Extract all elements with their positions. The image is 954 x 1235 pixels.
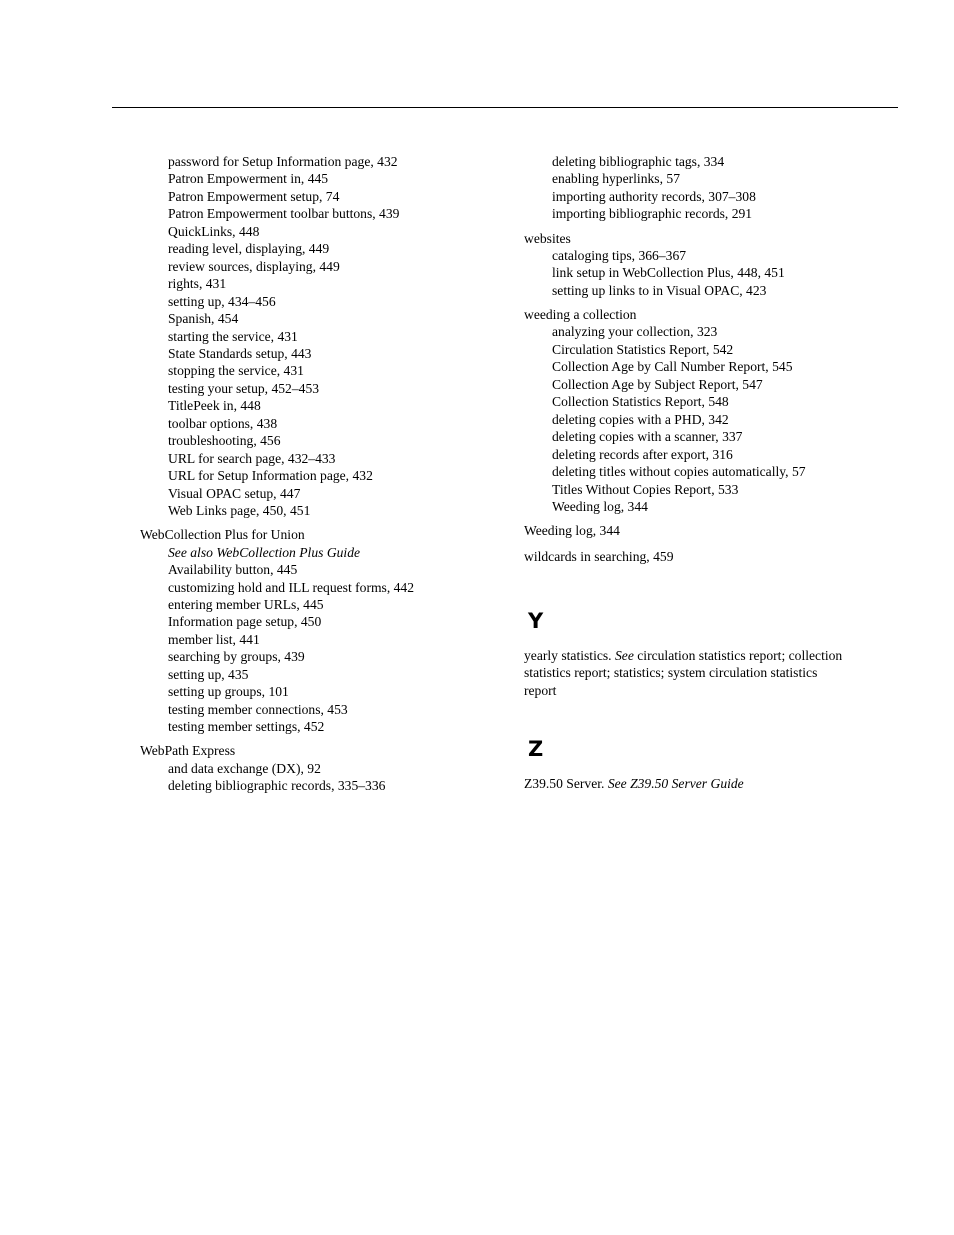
index-sub-entry: State Standards setup, 443: [168, 345, 312, 361]
index-entry-z3950-server: [524, 775, 844, 792]
see-reference: See Z39.50 Server Guide: [607, 776, 744, 792]
section-letter-y: Y: [528, 609, 544, 634]
index-sub-entry: deleting copies with a scanner, 337: [552, 429, 743, 445]
index-column-left: [140, 153, 510, 795]
see-also-reference: See also WebCollection Plus Guide: [168, 544, 361, 560]
index-sub-entry: enabling hyperlinks, 57: [552, 171, 680, 187]
index-sub-entry: reading level, displaying, 449: [168, 241, 330, 257]
index-sub-entry: Patron Empowerment setup, 74: [168, 188, 340, 204]
index-sub-entry: Spanish, 454: [168, 311, 239, 327]
index-sub-entry: Titles Without Copies Report, 533: [552, 481, 739, 497]
index-sub-entry: setting up, 434–456: [168, 293, 276, 309]
index-sub-entry: cataloging tips, 366–367: [552, 247, 687, 263]
index-sub-entry: toolbar options, 438: [168, 415, 278, 431]
index-sub-entry: URL for search page, 432–433: [168, 450, 336, 466]
see-targets: circulation statistics report; collection statistics report; statistics; system circulation statistics report: [524, 648, 843, 698]
header-rule: [112, 107, 898, 108]
section-z: [524, 737, 869, 792]
index-sub-entry: member list, 441: [168, 631, 260, 647]
index-column-right: [524, 153, 869, 793]
index-sub-entry: Weeding log, 344: [552, 498, 648, 514]
index-sub-entry: deleting titles without copies automatically, 57: [552, 464, 806, 480]
index-entry-wildcards: wildcards in searching, 459: [524, 548, 674, 564]
index-sub-entry: setting up, 435: [168, 666, 249, 682]
index-heading: weeding a collection: [524, 307, 637, 322]
index-entry-yearly-statistics: [524, 647, 844, 699]
entry-term: Z39.50 Server.: [524, 776, 608, 792]
continued-sub-entries: [140, 153, 510, 520]
index-sub-entry: Collection Age by Subject Report, 547: [552, 376, 763, 392]
section-letter-z: Z: [528, 737, 544, 762]
index-sub-entry: testing your setup, 452–453: [168, 380, 320, 396]
continued-sub-entries: [524, 153, 869, 223]
index-sub-entry: importing bibliographic records, 291: [552, 206, 753, 222]
index-sub-entry: Collection Statistics Report, 548: [552, 394, 729, 410]
index-sub-entry: Availability button, 445: [168, 562, 298, 578]
index-sub-entry: stopping the service, 431: [168, 363, 304, 379]
index-sub-entry: deleting bibliographic tags, 334: [552, 154, 725, 169]
index-entry-websites: [524, 230, 869, 300]
index-sub-entry: setting up links to in Visual OPAC, 423: [552, 282, 767, 298]
index-entry-webcollection-union: [140, 526, 510, 735]
index-sub-entry: entering member URLs, 445: [168, 597, 324, 613]
index-sub-entry: Patron Empowerment in, 445: [168, 171, 329, 187]
index-sub-entry: Information page setup, 450: [168, 614, 322, 630]
index-sub-entry: analyzing your collection, 323: [552, 324, 718, 340]
index-sub-entry: setting up groups, 101: [168, 684, 289, 700]
index-sub-entry: testing member settings, 452: [168, 719, 325, 735]
index-entry-weeding-log: Weeding log, 344: [524, 523, 620, 539]
index-sub-entry: and data exchange (DX), 92: [168, 760, 321, 776]
index-sub-entry: QuickLinks, 448: [168, 223, 260, 239]
index-sub-entry: deleting copies with a PHD, 342: [552, 411, 729, 427]
index-sub-entry: importing authority records, 307–308: [552, 188, 756, 204]
index-sub-entry: searching by groups, 439: [168, 649, 305, 665]
index-sub-entry: troubleshooting, 456: [168, 433, 281, 449]
index-sub-entry: starting the service, 431: [168, 328, 298, 344]
index-heading: WebPath Express: [140, 743, 236, 759]
index-sub-entry: deleting bibliographic records, 335–336: [168, 778, 386, 794]
index-heading: websites: [524, 230, 571, 246]
index-sub-entry: TitlePeek in, 448: [168, 398, 261, 414]
index-entry-webpath-express: [140, 742, 510, 794]
index-sub-entry: deleting records after export, 316: [552, 446, 733, 462]
index-sub-entry: Circulation Statistics Report, 542: [552, 341, 734, 357]
index-heading: WebCollection Plus for Union: [140, 527, 305, 543]
entry-term: yearly statistics.: [524, 648, 615, 664]
see-reference: See: [614, 648, 634, 664]
index-sub-entry: customizing hold and ILL request forms, 442: [168, 579, 415, 595]
index-sub-entry: Collection Age by Call Number Report, 545: [552, 359, 793, 375]
index-sub-entry: review sources, displaying, 449: [168, 258, 340, 274]
index-entry-weeding: [524, 306, 869, 515]
index-sub-entry: Web Links page, 450, 451: [168, 503, 311, 519]
section-y: [524, 609, 869, 699]
index-sub-entry: Patron Empowerment toolbar buttons, 439: [168, 206, 400, 222]
index-sub-entry: testing member connections, 453: [168, 701, 348, 717]
index-sub-entry: rights, 431: [168, 276, 227, 292]
index-sub-entry: password for Setup Information page, 432: [168, 154, 398, 169]
index-sub-entry: URL for Setup Information page, 432: [168, 468, 373, 484]
index-sub-entry: link setup in WebCollection Plus, 448, 451: [552, 265, 785, 281]
index-sub-entry: Visual OPAC setup, 447: [168, 485, 301, 501]
